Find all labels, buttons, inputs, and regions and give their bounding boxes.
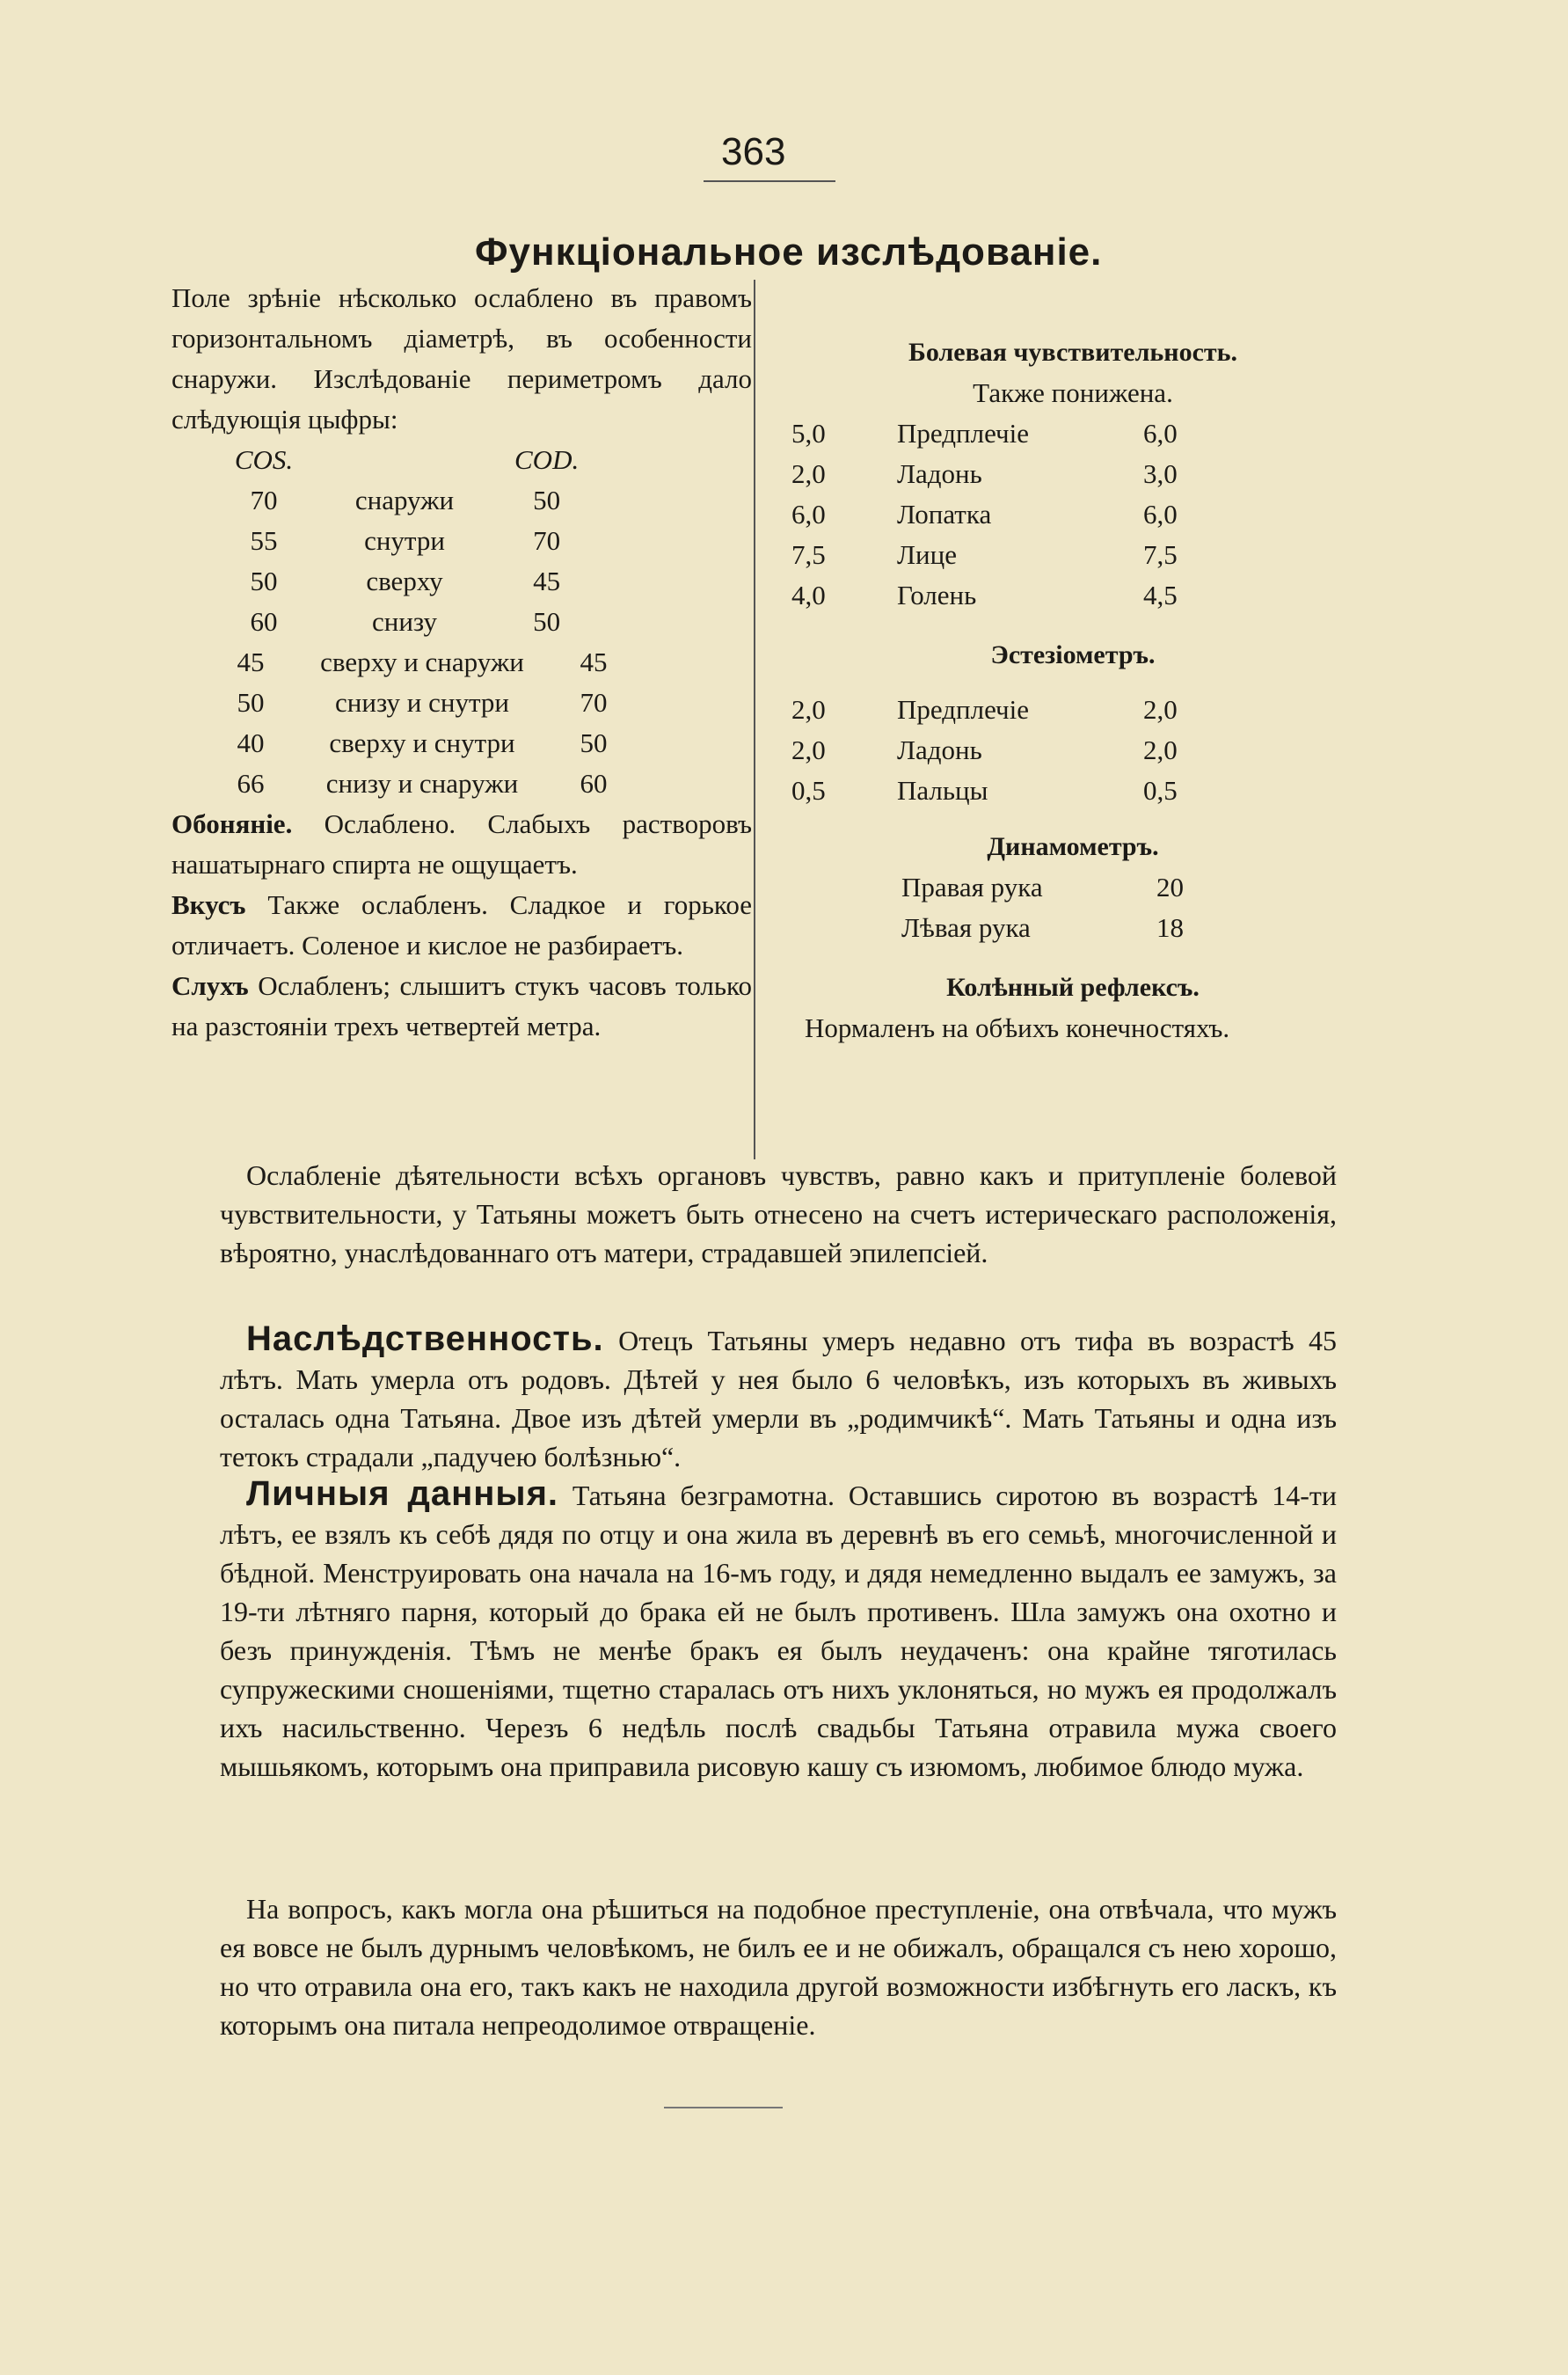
personal-title: Личныя данныя. — [246, 1474, 559, 1513]
hearing-title: Слухъ — [171, 970, 249, 1001]
table-row: 2,0 Предплечіе 2,0 — [791, 694, 1178, 725]
smell-text: Ослаблено. Слабыхъ растворовъ нашатырнаго спирта не ощущаетъ. — [171, 808, 752, 880]
pain-table — [743, 413, 1222, 616]
table-row: 6,0 Лопатка 6,0 — [791, 499, 1178, 530]
dynamometer-table — [901, 867, 1209, 948]
table-row: 70 снаружи 50 — [250, 485, 561, 515]
table-row: 45 сверху и снаружи 45 — [237, 647, 608, 677]
perimeter-table — [233, 440, 579, 642]
heredity-paragraph — [220, 1319, 1337, 1476]
closing-paragraph: На вопросъ, какъ могла она рѣшиться на подобное преступленіе, она отвѣчала, что мужъ ея вовсе не былъ дурнымъ человѣкомъ, не билъ ее и не обижалъ, обращался съ нею хорошо, но что отравила она его, такъ какъ не находила другой возможности избѣгнуть его ласкъ, къ которымъ она питала непреодолимое отвращеніе. — [220, 1893, 1337, 2041]
page-number: 363 — [721, 130, 786, 173]
taste-paragraph — [171, 885, 752, 966]
hearing-paragraph — [171, 966, 752, 1047]
esthesiometer-table — [743, 690, 1222, 811]
heredity-text: Отецъ Татьяны умеръ недавно отъ тифа въ возрастѣ 45 лѣтъ. Мать умерла отъ родовъ. Дѣтей у нея было 6 человѣкъ, изъ которыхъ въ живыхъ осталась одна Татьяна. Двое изъ дѣтей умерли въ „родимчикѣ“. Мать Татьяны и одна изъ тетокъ страдали „падучею болѣзнью“. — [220, 1325, 1337, 1472]
table-row: 5,0 Предплечіе 6,0 — [791, 418, 1178, 449]
table-row: 60 снизу 50 — [250, 606, 561, 637]
personal-text: Татьяна безграмотна. Оставшись сиротою въ возрастѣ 14-ти лѣтъ, ее взялъ къ себѣ дядя по отцу и она жила въ деревнѣ въ его семьѣ, многочисленной и бѣдной. Менструировать она начала на 16-мъ году, и дядя немедленно выдалъ ее замужъ, за 19-ти лѣтняго парня, который до брака ей не былъ противенъ. Шла замужъ она охотно и безъ принужденія. Тѣмъ не менѣе бракъ ея былъ неудаченъ: она крайне тяготилась супружескими сношеніями, тщетно старалась отъ нихъ уклоняться, но мужъ ея продолжалъ ихъ насильственно. Черезъ 6 недѣль послѣ свадьбы Татьяна отравила мужа своего мышьякомъ, которымъ она приправила рисовую кашу съ изюмомъ, любимое блюдо мужа. — [220, 1480, 1337, 1782]
table-row: 0,5 Пальцы 0,5 — [791, 775, 1178, 806]
end-rule — [664, 2107, 783, 2108]
esthesiometer-title: Эстезіометръ. — [990, 640, 1156, 669]
table-row: Правая рука 20 — [901, 872, 1184, 902]
table-row: 2,0 Ладонь 2,0 — [791, 734, 1178, 765]
hearing-text: Ослабленъ; слышитъ стукъ часовъ только на разстояніи трехъ четвертей метра. — [171, 970, 752, 1041]
table-row: 50 сверху 45 — [250, 566, 561, 596]
left-column — [171, 278, 752, 1047]
cos-header: COS. — [234, 444, 294, 475]
personal-paragraph — [220, 1474, 1337, 1786]
taste-title: Вкусъ — [171, 889, 246, 920]
table-row: 2,0 Ладонь 3,0 — [791, 458, 1178, 489]
right-column — [791, 332, 1350, 1049]
page-number-rule — [704, 180, 835, 182]
cod-header: COD. — [514, 444, 580, 475]
visual-field-intro: Поле зрѣніе нѣсколько ослаблено въ правомъ горизонтальномъ діаметрѣ, въ особенности снаружи. Изслѣдованіе периметромъ дало слѣдующія цыфры: — [171, 282, 752, 435]
table-row: 7,5 Лице 7,5 — [791, 539, 1178, 570]
dynamometer-title: Динамометръ. — [987, 832, 1159, 861]
table-row: Лѣвая рука 18 — [901, 912, 1184, 943]
taste-text: Также ослабленъ. Сладкое и горькое отличаетъ. Соленое и кислое не разбираетъ. — [171, 889, 752, 961]
perimeter-table-diagonal — [224, 642, 620, 804]
section-heading: Функціональное изслѣдованіе. — [475, 230, 1103, 274]
knee-reflex-text: Нормаленъ на обѣихъ конечностяхъ. — [805, 1012, 1230, 1043]
table-row: 66 снизу и снаружи 60 — [237, 768, 608, 799]
smell-paragraph — [171, 804, 752, 885]
table-row: 50 снизу и снутри 70 — [237, 687, 608, 718]
table-row: 4,0 Голень 4,5 — [791, 580, 1178, 610]
summary-paragraph: Ослабленіе дѣятельности всѣхъ органовъ чувствъ, равно какъ и притупленіе болевой чувствительности, у Татьяны можетъ быть отнесено на счетъ истерическаго расположенія, вѣроятно, унаслѣдованнаго отъ матери, страдавшей эпилепсіей. — [220, 1159, 1337, 1268]
knee-reflex-title: Колѣнный рефлексъ. — [946, 973, 1200, 1002]
table-row: 40 сверху и снутри 50 — [237, 727, 608, 758]
pain-subtitle: Также понижена. — [973, 377, 1173, 408]
table-row: 55 снутри 70 — [250, 525, 561, 556]
pain-title: Болевая чувствительность. — [908, 338, 1237, 367]
smell-title: Обоняніе. — [171, 808, 293, 839]
heredity-title: Наслѣдственность. — [246, 1319, 604, 1358]
